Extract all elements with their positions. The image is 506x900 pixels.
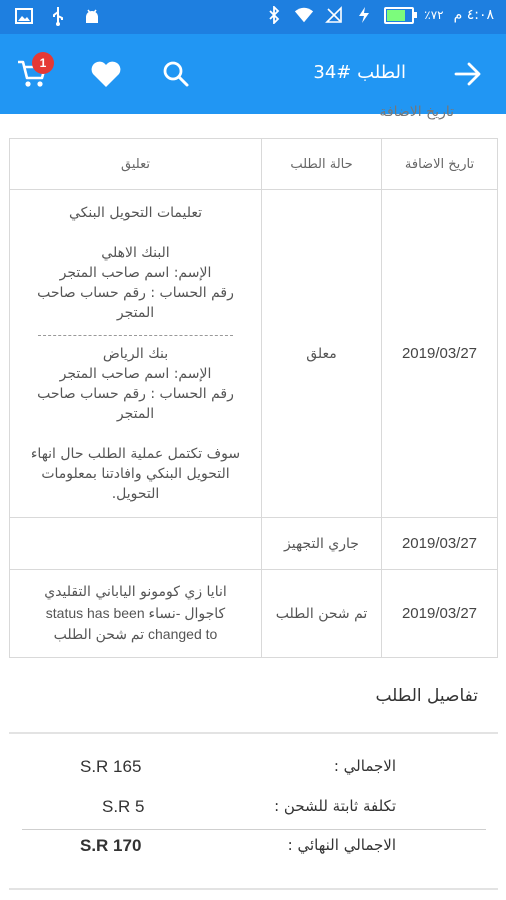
bluetooth-icon (264, 5, 284, 25)
row-date: 2019/03/27 (382, 190, 498, 518)
search-icon (162, 60, 190, 88)
shipping-label: تكلفة ثابتة للشحن : (274, 797, 396, 815)
bank1-owner: الإسم: اسم صاحب المتجر (59, 265, 212, 281)
status-bar-right (264, 5, 494, 25)
image-icon (14, 6, 34, 26)
status-bar (0, 0, 506, 34)
wifi-icon (294, 5, 314, 25)
total-value: S.R 165 (80, 757, 142, 776)
search-button[interactable] (160, 58, 192, 90)
bank1-account: رقم الحساب : رقم حساب صاحب المتجر (37, 285, 234, 321)
shipping-value: S.R 5 (102, 797, 145, 816)
heart-icon (90, 60, 122, 88)
wishlist-button[interactable] (90, 58, 122, 90)
app-bar (0, 34, 506, 114)
status-time: ٤:٠٨ م (453, 7, 494, 23)
divider (9, 888, 498, 890)
grand-total-label: الاجمالي النهائي : (287, 836, 396, 854)
table-header-row (10, 139, 498, 190)
bank2-account: رقم الحساب : رقم حساب صاحب المتجر (37, 386, 234, 422)
comment-line: changed to تم شحن الطلب (53, 626, 218, 642)
table-row (10, 570, 498, 658)
usb-icon (48, 6, 68, 26)
row-status: جاري التجهيز (262, 518, 382, 570)
no-signal-icon (324, 5, 344, 25)
header-comment: تعليق (10, 139, 262, 190)
header-date: تاريخ الاضافة (382, 139, 498, 190)
battery-level: ٪٧٢ (424, 8, 444, 22)
status-bar-left (14, 6, 102, 26)
bank2-name: بنك الرياض (102, 346, 169, 362)
divider (22, 829, 486, 830)
row-comment (10, 570, 262, 658)
row-status: تم شحن الطلب (262, 570, 382, 658)
row-date: 2019/03/27 (382, 570, 498, 658)
divider (9, 732, 498, 734)
transfer-note: سوف تكتمل عملية الطلب حال انهاء التحويل البنكي وافادتنا بمعلومات التحويل. (30, 446, 241, 502)
cut-off-label: تاريخ الاضافة (379, 104, 454, 120)
battery-icon (384, 7, 414, 24)
order-history-table (9, 138, 498, 658)
table-row (10, 190, 498, 518)
dashed-separator (38, 335, 233, 336)
table-row (10, 518, 498, 570)
page-title: الطلب #34 (313, 62, 406, 83)
shipping-row (0, 797, 506, 827)
charging-icon (354, 5, 374, 25)
grand-total-value: S.R 170 (80, 836, 142, 855)
total-label: الاجمالي : (333, 757, 396, 775)
row-status: معلق (262, 190, 382, 518)
bank2-owner: الإسم: اسم صاحب المتجر (59, 366, 212, 382)
comment-line: كاجوال -نساء status has been (45, 605, 226, 621)
cart-badge: 1 (32, 52, 54, 74)
header-status: حالة الطلب (262, 139, 382, 190)
back-arrow-icon (454, 61, 482, 87)
bank1-name: البنك الاهلي (101, 245, 170, 261)
grand-total-row (0, 836, 506, 866)
comment-line: انايا زي كومونو الياباني التقليدي (44, 584, 227, 600)
total-row (0, 757, 506, 787)
row-comment (10, 190, 262, 518)
back-button[interactable] (452, 58, 484, 90)
row-date: 2019/03/27 (382, 518, 498, 570)
order-details-title: تفاصيل الطلب (375, 686, 478, 706)
bank-transfer-heading: تعليمات التحويل البنكي (68, 205, 203, 221)
row-comment (10, 518, 262, 570)
android-icon (82, 6, 102, 26)
